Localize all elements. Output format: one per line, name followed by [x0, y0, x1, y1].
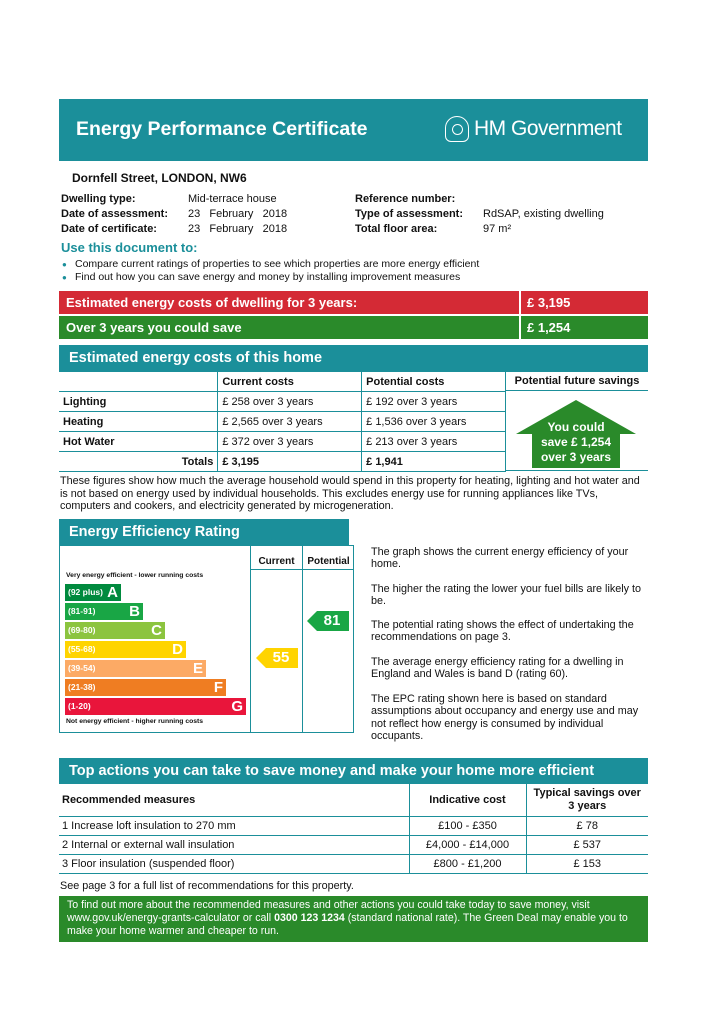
floor-area-label: Total floor area: — [355, 223, 438, 235]
chart-divider — [302, 545, 303, 733]
rating-text-3: The potential rating shows the effect of undertaking the recommendations on page 3. — [371, 619, 634, 644]
band-c: (69-80) C — [65, 622, 165, 639]
page-title: Energy Performance Certificate — [76, 118, 368, 140]
property-address: Dornfell Street, LONDON, NW6 — [72, 171, 247, 185]
see-page-note: See page 3 for a full list of recommendations for this property. — [60, 880, 354, 892]
totals-row: Totals £ 3,195 £ 1,941 — [59, 452, 506, 472]
rating-section-heading: Energy Efficiency Rating — [59, 519, 349, 545]
current-column-header: Current — [258, 556, 295, 567]
costs-note: These figures show how much the average household would spend in this property for heating, lighting and hot water and is not based on energy used by individual households. This excludes energy use for running appliances like TVs, computers and cookers, and electricity generated by microgeneration. — [60, 475, 640, 513]
footer-info: To find out more about the recommended measures and other actions you could take today to save money, visit www.gov.uk/energy-grants-calculator or call 0300 123 1234 (standard national rate). The Green Deal may enable you to make your home warmer and cheaper to run. — [59, 896, 648, 942]
top-caption: Very energy efficient - lower running costs — [66, 572, 204, 579]
type-assessment-value: RdSAP, existing dwelling — [483, 208, 604, 220]
chart-divider — [250, 569, 354, 570]
date-assessment-label: Date of assessment: — [61, 208, 168, 220]
use-document-heading: Use this document to: — [61, 240, 198, 255]
table-row: 2 Internal or external wall insulation £4,000 - £14,000 £ 537 — [59, 835, 648, 854]
costs-table: Current costs Potential costs Lighting £ 258 over 3 years £ 192 over 3 years Heating £ 2,565 over 3 years £ 1,536 over 3 years Hot Water £ 372 over 3 years £ 213 over 3 years Totals £ 3,195 £ 1,941 — [59, 371, 506, 472]
actions-section-heading: Top actions you can take to save money and make your home more efficient — [59, 758, 648, 784]
divider — [506, 470, 648, 471]
band-d: (55-68) D — [65, 641, 186, 658]
potential-savings-header: Potential future savings — [506, 371, 648, 391]
date-certificate-label: Date of certificate: — [61, 223, 157, 235]
dwelling-type-value: Mid-terrace house — [188, 193, 277, 205]
reference-label: Reference number: — [355, 193, 456, 205]
savings-value: £ 1,254 — [519, 316, 648, 339]
potential-rating-value: 81 — [323, 612, 341, 629]
rating-text-4: The average energy efficiency rating for a dwelling in England and Wales is band D (rating 60). — [371, 656, 624, 681]
actions-table: Recommended measures Indicative cost Typical savings over 3 years 1 Increase loft insulation to 270 mm £100 - £350 £ 78 2 Internal or external wall insulation £4,000 - £14,000 £ 537 3 Floor insulation (suspended floor) £800 - £1,200 £ 153 — [59, 784, 648, 874]
rating-text-5: The EPC rating shown here is based on standard assumptions about occupancy and energy use and may not reflect how energy is consumed by individual occupants. — [371, 693, 639, 742]
band-g: (1-20) G — [65, 698, 246, 715]
savings-bar: Over 3 years you could save £ 1,254 — [59, 316, 648, 339]
table-row: 1 Increase loft insulation to 270 mm £100 - £350 £ 78 — [59, 816, 648, 835]
royal-crest-icon — [445, 116, 469, 142]
date-assessment-value: 23 February 2018 — [188, 208, 288, 220]
estimated-cost-bar: Estimated energy costs of dwelling for 3 years: £ 3,195 — [59, 291, 648, 314]
bottom-caption: Not energy efficient - higher running costs — [66, 718, 204, 725]
phone-number: 0300 123 1234 — [274, 912, 345, 924]
savings-arrow-text: You could save £ 1,254 over 3 years — [540, 420, 612, 464]
use-bullet-1: ● Compare current ratings of properties to see which properties are more energy efficient — [62, 258, 479, 270]
table-row: Lighting £ 258 over 3 years £ 192 over 3 years — [59, 392, 506, 412]
band-e: (39-54) E — [65, 660, 206, 677]
band-f: (21-38) F — [65, 679, 226, 696]
use-bullet-2: ● Find out how you can save energy and money by installing improvement measures — [62, 271, 460, 283]
chart-divider — [250, 545, 251, 733]
epc-header — [59, 99, 648, 161]
table-row: Hot Water £ 372 over 3 years £ 213 over 3 years — [59, 432, 506, 452]
rating-text-1: The graph shows the current energy efficiency of your home. — [371, 546, 629, 571]
date-certificate-value: 23 February 2018 — [188, 223, 288, 235]
band-a: (92 plus) A — [65, 584, 121, 601]
rating-text-2: The higher the rating the lower your fuel bills are likely to be. — [371, 583, 642, 608]
table-row: 3 Floor insulation (suspended floor) £800 - £1,200 £ 153 — [59, 854, 648, 873]
band-b: (81-91) B — [65, 603, 143, 620]
hm-government-logo: HM Government — [445, 116, 622, 142]
floor-area-value: 97 m² — [483, 223, 512, 235]
potential-column-header: Potential — [307, 556, 350, 567]
estimated-cost-value: £ 3,195 — [519, 291, 648, 314]
dwelling-type-label: Dwelling type: — [61, 193, 136, 205]
current-rating-value: 55 — [272, 649, 290, 666]
table-row: Heating £ 2,565 over 3 years £ 1,536 over 3 years — [59, 412, 506, 432]
costs-section-heading: Estimated energy costs of this home — [59, 345, 648, 371]
type-assessment-label: Type of assessment: — [355, 208, 464, 220]
